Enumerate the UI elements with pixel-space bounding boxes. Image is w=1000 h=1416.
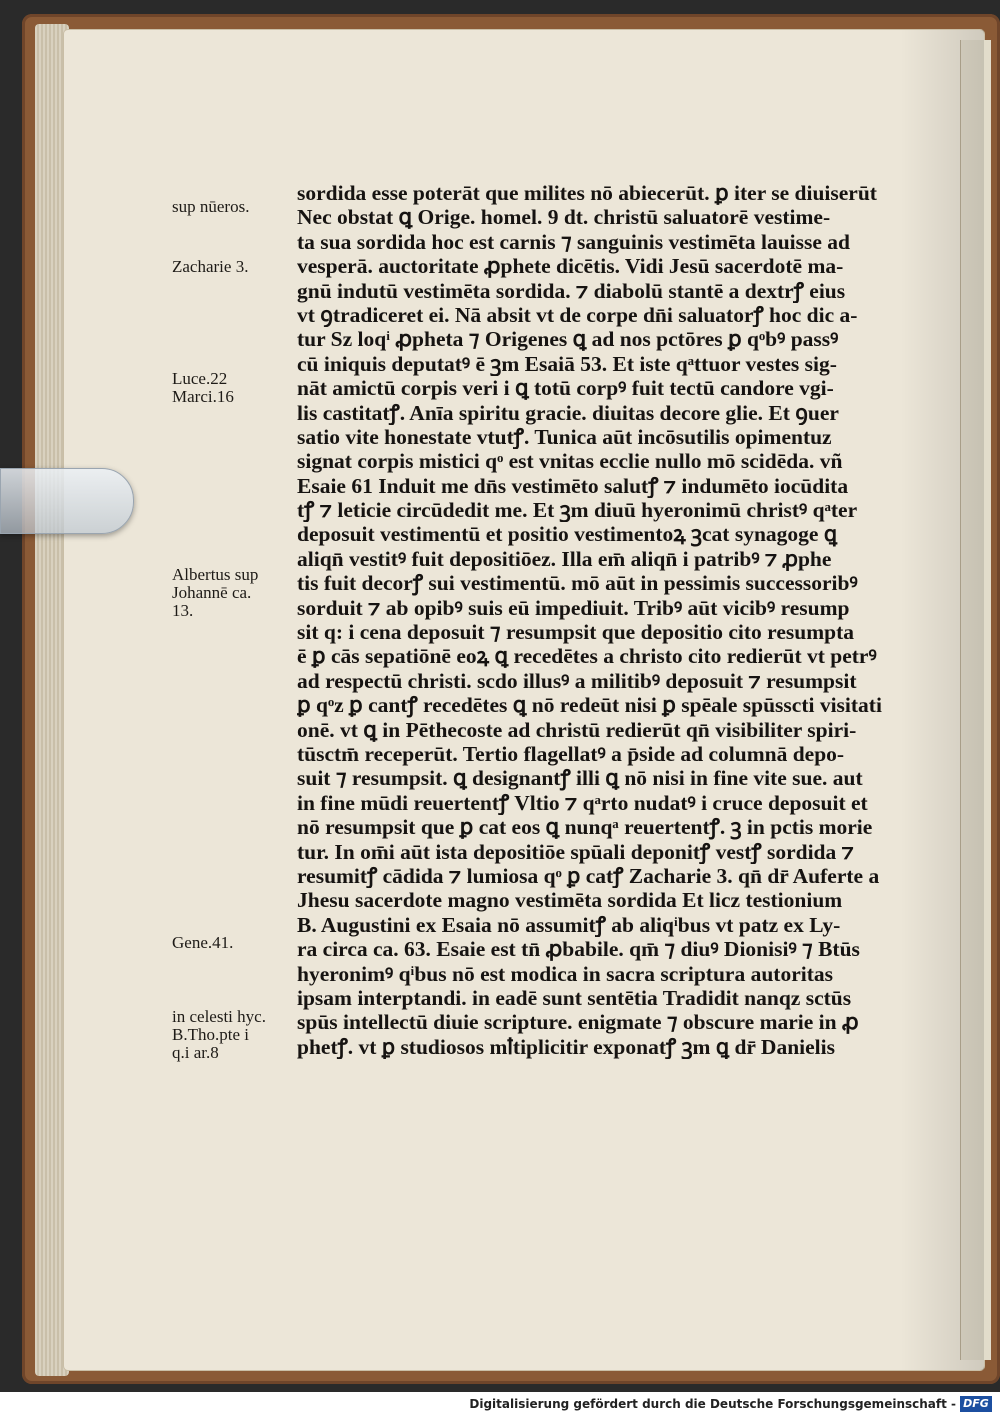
text-line: spūs intellectū diuie scripture. enigmate ⁊ obscure marie in ꝓ: [297, 1010, 859, 1035]
text-line: vesperā. auctoritate ꝓphete dicētis. Vidi Jesū sacerdotē ma-: [297, 254, 844, 279]
text-line: hyeronimꝰ qͥbus nō est modica in sacra scriptura autoritas: [297, 961, 834, 986]
text-line: suit ⁊ resumpsit. ꝗ designantꝭ illi ꝗ nō nisi in fine vite sue. aut: [297, 766, 863, 791]
text-line: gnū indutū vestimēta sordida. ⁊ diabolū stantē a dextrꝭ eius: [297, 278, 846, 303]
text-line: B. Augustini ex Esaia nō assumitꝭ ab aliqͥbus vt patz ex Ly-: [297, 912, 841, 937]
margin-note: Albertus sup Johannē ca. 13.: [172, 565, 259, 620]
text-line: ad respectū christi. scdo illusꝰ a militibꝰ deposuit ⁊ resumpsit: [297, 668, 857, 693]
text-line: tur Sz loqͥ ꝓpheta ⁊ Origenes ꝗ ad nos pctōres ꝑ qͦbꝰ passꝰ: [297, 327, 839, 352]
text-line: in fine mūdi reuertentꝭ Vltio ⁊ qͣrto nudatꝰ i cruce deposuit et: [297, 790, 868, 815]
text-line: tꝭ ⁊ leticie circūdedit me. Et ꝫm diuū hyeronimū christꝰ qͣter: [297, 498, 858, 523]
text-line: Nec obstat ꝗ Orige. homel. 9 dt. christū saluatorē vestime-: [297, 205, 831, 230]
text-line: sorduit ⁊ ab opibꝰ suis eū impediuit. Tribꝰ aūt vicibꝰ resump: [297, 595, 850, 620]
main-text-block: [297, 181, 909, 1059]
margin-note: Zacharie 3.: [172, 257, 249, 276]
text-line: phetꝭ. vt ꝑ studiosos mꝉtiplicitir exponatꝭ ꝫm ꝗ dr̄ Danielis: [297, 1034, 835, 1059]
text-line: satio vite honestate vtutꝭ. Tunica aūt incōsutilis opimentuz: [297, 424, 832, 449]
text-line: sordida esse poterāt que milites nō abiecerūt. ꝑ iter se diuiserūt: [297, 181, 877, 205]
text-line: tur. In om̄i aūt ista depositiōe spūali deponitꝭ vestꝭ sordida ⁊: [297, 839, 854, 864]
text-line: vt ꝯtradiceret ei. Nā absit vt de corpe dn̄i saluatorꝭ hoc dic a-: [297, 302, 858, 327]
text-line: aliqn̄ vestitꝰ fuit depositiōez. Illa em̄ aliqn̄ i patribꝰ ⁊ ꝓphe: [297, 546, 832, 571]
text-line: nō resumpsit que ꝑ cat eos ꝗ nunqͣ reuertentꝭ. ꝫ in pctis morie: [297, 815, 873, 840]
text-line: nāt amictū corpis veri i ꝗ totū corpꝰ fuit tectū candore vgi-: [297, 376, 834, 401]
text-line: ꝑ qͦz ꝑ cantꝭ recedētes ꝗ nō redeūt nisi ꝑ spēale spūsscti visitati: [297, 693, 882, 718]
funding-notice: Digitalisierung gefördert durch die Deutsche Forschungsgemeinschaft -: [469, 1397, 956, 1411]
text-line: sit q: i cena deposuit ⁊ resumpsit que depositio cito resumpta: [297, 620, 854, 645]
margin-note: sup nūeros.: [172, 197, 250, 216]
text-line: signat corpis mistici qͦ est vnitas ecclie nullo mō scidēda. vñ: [297, 449, 843, 474]
text-line: onē. vt ꝗ in Pēthecoste ad christū redierūt qn̄ visibiliter spiri-: [297, 717, 857, 742]
dfg-logo: DFG: [960, 1396, 992, 1412]
text-line: tūsctm̄ receperūt. Tertio flagellatꝰ a p̄side ad columnā depo-: [297, 741, 845, 766]
text-line: cū iniquis deputatꝰ ē ꝫm Esaiā 53. Et iste qͣttuor vestes sig-: [297, 351, 837, 376]
text-line: tis fuit decorꝭ sui vestimentū. mō aūt in pessimis successoribꝰ: [297, 571, 858, 596]
text-line: resumitꝭ cādida ⁊ lumiosa qͦ ꝑ catꝭ Zacharie 3. qn̄ dr̄ Auferte a: [297, 863, 880, 888]
text-line: Esaie 61 Induit me dn̄s vestimēto salutꝭ ⁊ indumēto iocūdita: [297, 473, 849, 498]
text-line: ē ꝑ cās sepatiōnē eoꝝ ꝗ recedētes a christo cito redierūt vt petrꝰ: [297, 644, 877, 669]
text-line: lis castitatꝭ. Anīa spiritu gracie. diuitas decore glie. Et ꝯuer: [297, 400, 839, 425]
margin-note: Gene.41.: [172, 933, 234, 952]
text-line: ta sua sordida hoc est carnis ⁊ sanguinis vestimēta lauisse ad: [297, 229, 851, 254]
text-line: Jhesu sacerdote magno vestimēta sordida Et licz testionium: [297, 888, 843, 913]
text-line: ipsam interptandi. in eadē sunt sentētia Tradidit nanqz sctūs: [297, 985, 852, 1010]
text-line: deposuit vestimentū et positio vestimentoꝝ ꝫcat synagoge ꝗ: [297, 522, 838, 547]
text-line: ra circa ca. 63. Esaie est tn̄ ꝓbabile. qm̄ ⁊ diuꝰ Dionisiꝰ ⁊ Btūs: [297, 937, 860, 962]
page-clip: [0, 468, 134, 534]
margin-note: Luce.22 Marci.16: [172, 369, 234, 406]
margin-note: in celesti hyc. B.Tho.pte i q.i ar.8: [172, 1007, 266, 1062]
footer-bar: [0, 1392, 1000, 1416]
